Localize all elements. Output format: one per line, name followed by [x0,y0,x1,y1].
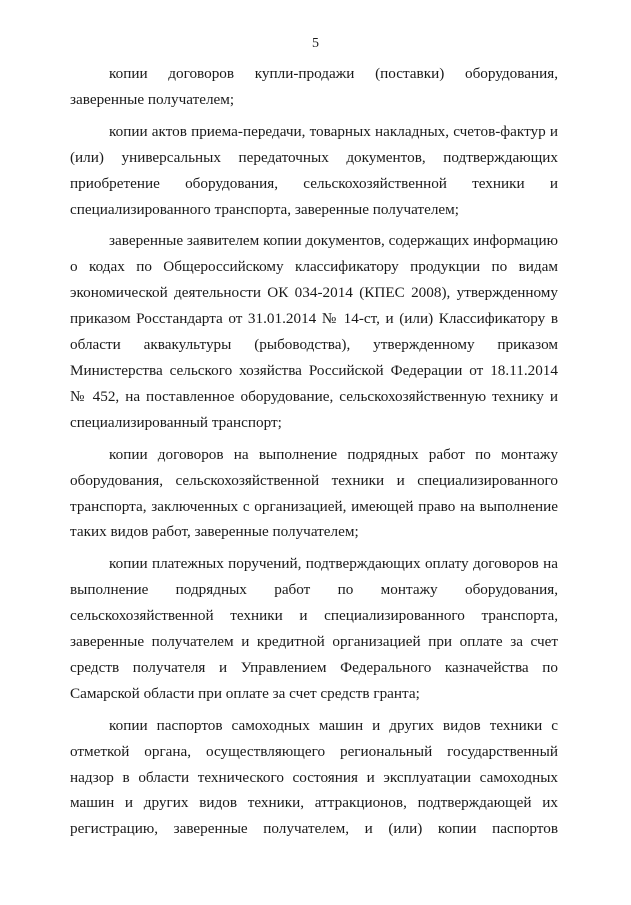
document-body [70,61,558,848]
text-line: о кодах по Общероссийскому классификатору продукции по видам [70,258,558,276]
text-line: приказом Росстандарта от 31.01.2014 № 14-ст, и (или) Классификатору в [70,310,558,328]
paragraph [70,228,558,435]
text-line: Министерства сельского хозяйства Российской Федерации от 18.11.2014 [70,361,558,379]
text-line: экономической деятельности ОК 034-2014 (КПЕС 2008), утвержденному [70,284,558,302]
text-line: средств получателя и Управлением Федерального казначейства по [70,658,558,676]
text-line: копии паспортов самоходных машин и других видов техники с [109,716,558,734]
text-line: сельскохозяйственной техники и специализированного транспорта, [70,607,558,625]
text-line: копии платежных поручений, подтверждающих оплату договоров на [109,555,558,573]
text-line: заверенные получателем; [70,90,235,108]
text-line: области аквакультуры (рыбоводства), утвержденному приказом [70,336,558,354]
text-line: Самарской области при оплате за счет средств гранта; [70,684,420,702]
text-line: копии договоров купли-продажи (поставки) оборудования, [109,65,558,82]
text-line: регистрацию, заверенные получателем, и (или) копии паспортов [70,820,558,838]
text-line: машин и других видов техники, аттракционов, подтверждающей их [70,794,558,812]
text-line: (или) универсальных передаточных документов, подтверждающих [70,148,558,166]
text-line: выполнение подрядных работ по монтажу оборудования, [70,581,558,599]
paragraph [70,119,558,223]
paragraph [70,442,558,546]
paragraph [70,551,558,706]
paragraph [70,713,558,843]
text-line: приобретение оборудования, сельскохозяйственной техники и [70,174,558,192]
text-line: заверенные заявителем копии документов, содержащих информацию [109,232,558,250]
text-line: таких видов работ, заверенные получателем; [70,523,359,541]
paragraph [70,61,558,113]
text-line: специализированный транспорт; [70,413,282,431]
text-line: отметкой органа, осуществляющего региональный государственный [70,742,558,760]
text-line: копии актов приема-передачи, товарных накладных, счетов-фактур и [109,122,558,140]
text-line: копии договоров на выполнение подрядных работ по монтажу [109,445,558,463]
text-line: специализированного транспорта, заверенные получателем; [70,200,459,218]
text-line: надзор в области технического состояния и эксплуатации самоходных [70,768,558,786]
text-line: оборудования, сельскохозяйственной техники и специализированного [70,471,558,489]
text-line: транспорта, заключенных с организацией, имеющей право на выполнение [70,497,558,515]
text-line: № 452, на поставленное оборудование, сельскохозяйственную технику и [70,387,558,405]
text-line: заверенные получателем и кредитной организацией при оплате за счет [70,633,558,651]
page-number: 5 [312,36,319,51]
